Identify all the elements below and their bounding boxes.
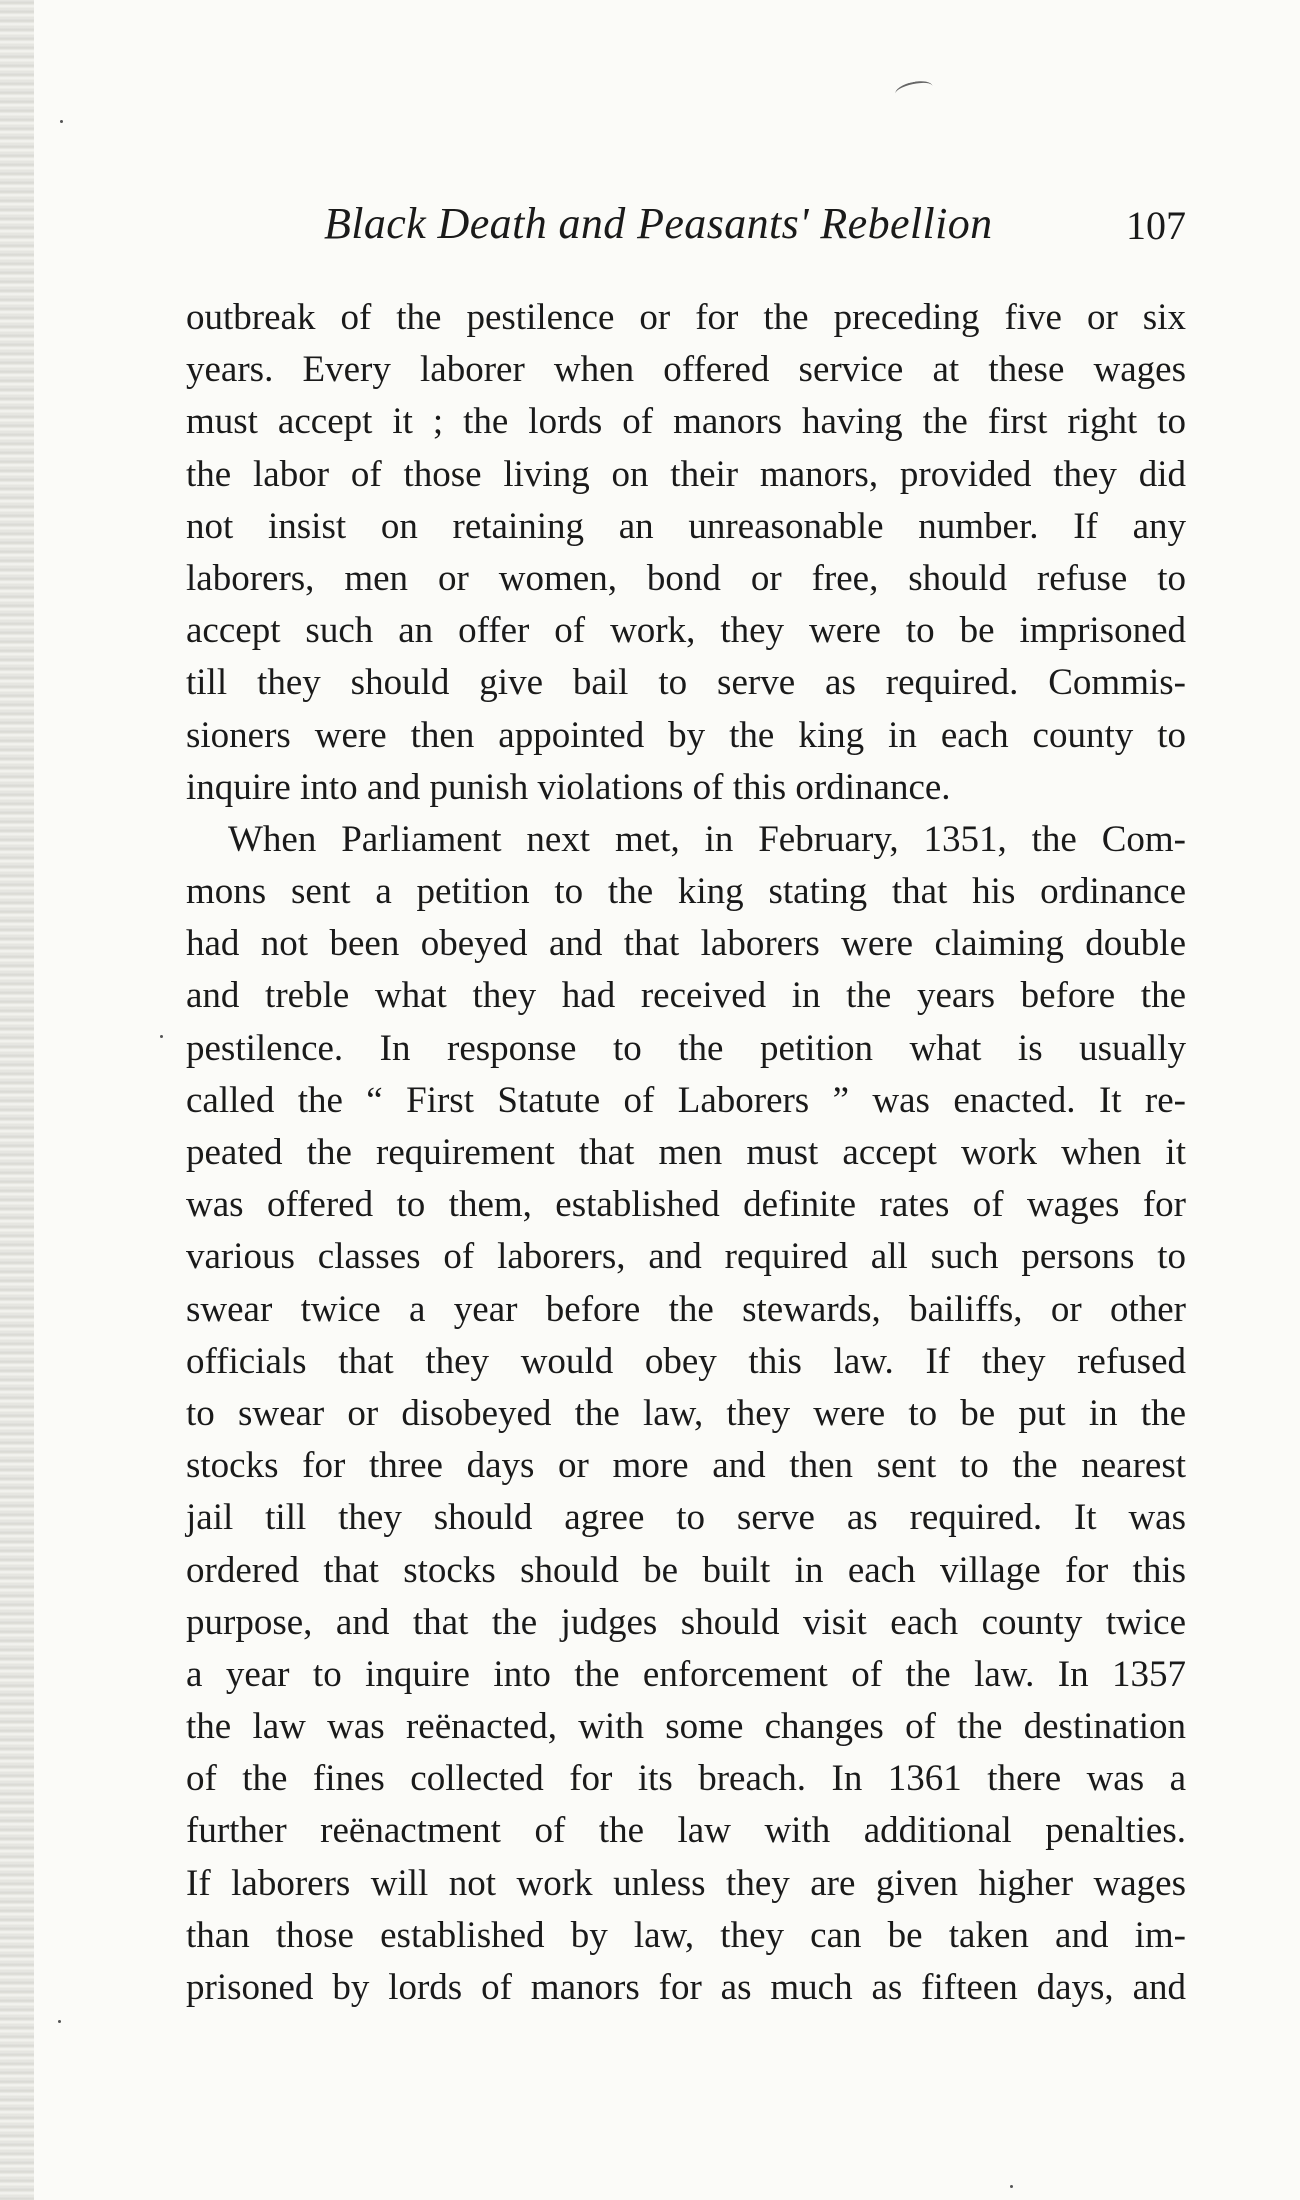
- text-line: stocks for three days or more and then sent to the nearest: [186, 1445, 1186, 1487]
- paragraph-1: [186, 292, 1186, 814]
- text-line: till they should give bail to serve as required. Commis-: [186, 662, 1186, 704]
- text-line: to swear or disobeyed the law, they were to be put in the: [186, 1392, 1186, 1434]
- text-line: a year to inquire into the enforcement of the law. In 1357: [186, 1653, 1186, 1695]
- text-line: officials that they would obey this law. If they refused: [186, 1340, 1186, 1382]
- text-line: If laborers will not work unless they are given higher wages: [186, 1862, 1186, 1904]
- ink-speck: [60, 120, 63, 123]
- text-line: swear twice a year before the stewards, bailiffs, or other: [186, 1288, 1186, 1330]
- text-line: ordered that stocks should be built in each village for this: [186, 1549, 1186, 1591]
- text-line: further reënactment of the law with additional penalties.: [186, 1810, 1186, 1852]
- ink-speck: [160, 1035, 163, 1038]
- text-line: of the fines collected for its breach. In 1361 there was a: [186, 1758, 1186, 1800]
- text-line: accept such an offer of work, they were to be imprisoned: [186, 610, 1186, 652]
- text-line: the law was reënacted, with some changes of the destination: [186, 1706, 1186, 1748]
- text-line: pestilence. In response to the petition what is usually: [186, 1027, 1186, 1069]
- text-line: than those established by law, they can be taken and im-: [186, 1914, 1186, 1956]
- ink-speck: [1010, 2185, 1013, 2188]
- text-line: outbreak of the pestilence or for the preceding five or six: [186, 297, 1186, 338]
- text-line: called the “ First Statute of Laborers ” was enacted. It re-: [186, 1079, 1186, 1121]
- text-line: not insist on retaining an unreasonable number. If any: [186, 505, 1186, 547]
- stray-ink-mark: [894, 78, 934, 102]
- text-line: jail till they should agree to serve as required. It was: [186, 1497, 1186, 1539]
- body-text: [186, 292, 1186, 2014]
- running-head: Black Death and Peasants' Rebellion: [324, 199, 993, 248]
- text-line: had not been obeyed and that laborers were claiming double: [186, 923, 1186, 965]
- text-line: laborers, men or women, bond or free, should refuse to: [186, 557, 1186, 599]
- text-line: was offered to them, established definite rates of wages for: [186, 1184, 1186, 1226]
- text-line: various classes of laborers, and required all such persons to: [186, 1236, 1186, 1278]
- ink-speck: [58, 2020, 61, 2023]
- paragraph-2: [186, 814, 1186, 2014]
- text-line: sioners were then appointed by the king in each county to: [186, 714, 1186, 756]
- text-line: prisoned by lords of manors for as much as fifteen days, and: [186, 1967, 1186, 2008]
- text-line: must accept it ; the lords of manors having the first right to: [186, 401, 1186, 443]
- text-line: years. Every laborer when offered service at these wages: [186, 349, 1186, 391]
- text-line: peated the requirement that men must accept work when it: [186, 1132, 1186, 1173]
- page-header: [186, 198, 1186, 258]
- page-binding-edge: [0, 0, 34, 2200]
- text-line: and treble what they had received in the years before the: [186, 975, 1186, 1017]
- text-line: mons sent a petition to the king stating that his ordinance: [186, 871, 1186, 913]
- text-line: purpose, and that the judges should visit each county twice: [186, 1601, 1186, 1643]
- text-line: When Parliament next met, in February, 1351, the Com-: [228, 818, 1186, 860]
- text-line: the labor of those living on their manors, provided they did: [186, 453, 1186, 495]
- page-number: 107: [1126, 203, 1186, 248]
- text-line: inquire into and punish violations of this ordinance.: [186, 766, 951, 808]
